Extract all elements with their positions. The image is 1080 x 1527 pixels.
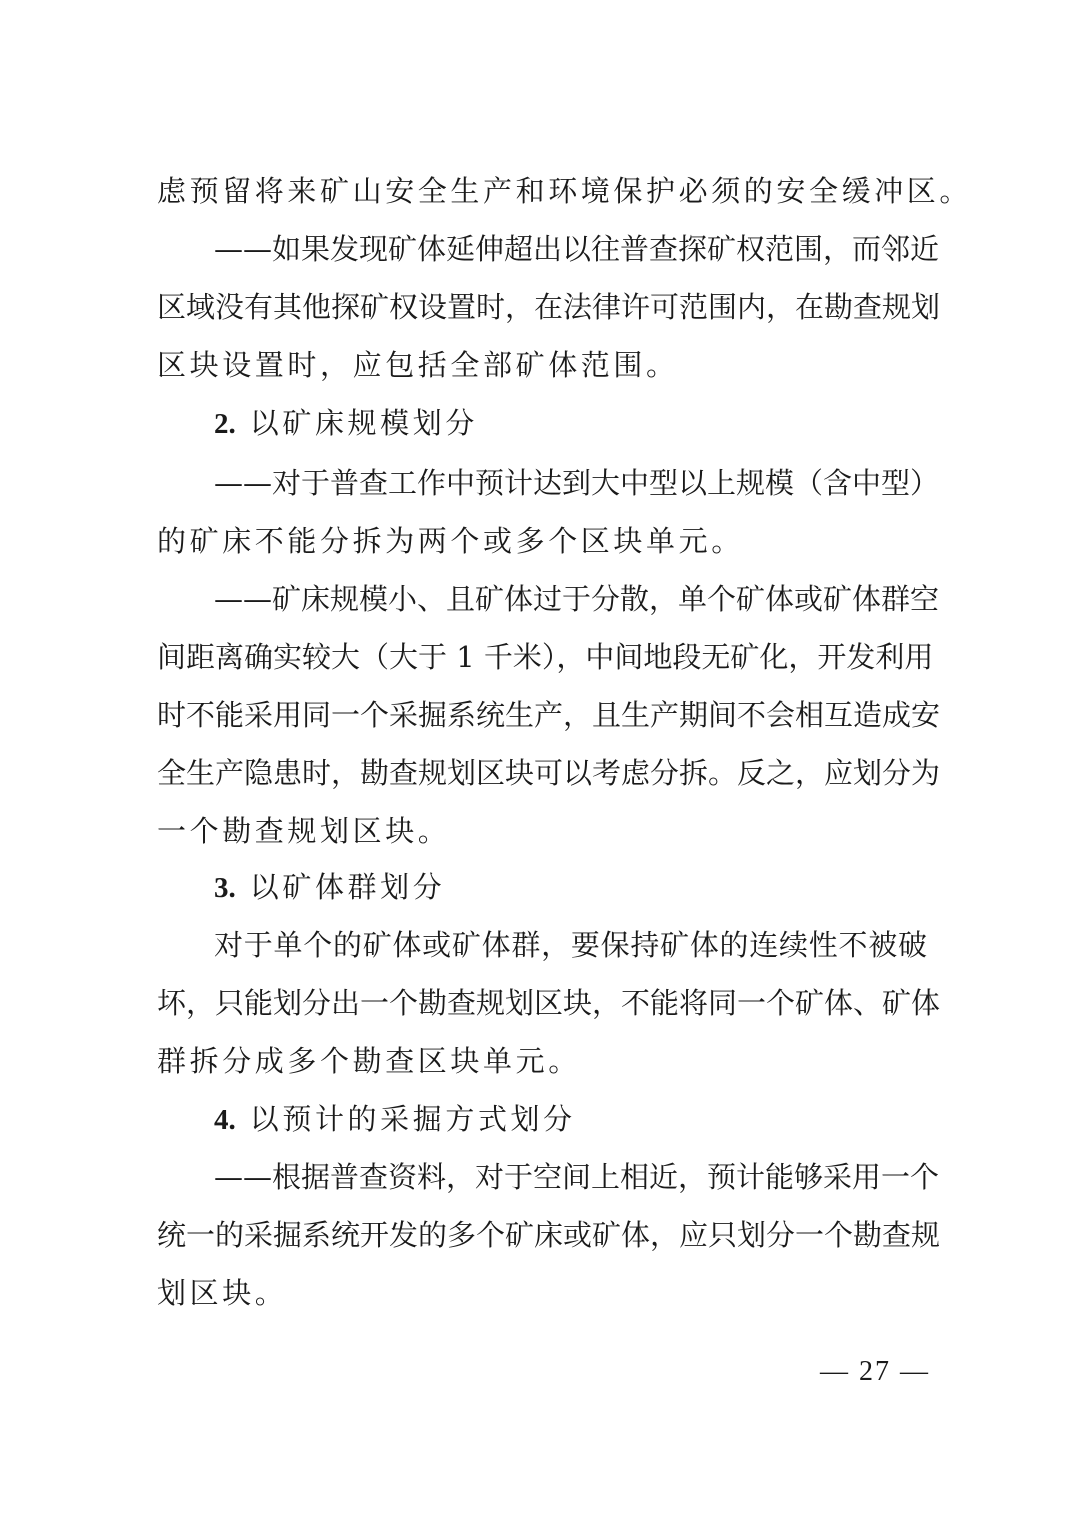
paragraph-line: 坏，只能划分出一个勘查规划区块，不能将同一个矿体、矿体 <box>157 986 941 1020</box>
paragraph-line: 统一的采掘系统开发的多个矿床或矿体，应只划分一个勘查规 <box>157 1218 941 1252</box>
paragraph-line: 对于单个的矿体或矿体群，要保持矿体的连续性不被破 <box>214 928 927 962</box>
paragraph-line: 区块设置时，应包括全部矿体范围。 <box>157 348 679 382</box>
section-heading-4 <box>214 1096 927 1142</box>
heading-number: 2. <box>214 408 236 440</box>
section-heading-2 <box>214 400 927 446</box>
paragraph-line: 全生产隐患时，勘查规划区块可以考虑分拆。反之，应划分为 <box>157 756 941 790</box>
heading-text: 以矿床规模划分 <box>249 406 478 440</box>
paragraph-line: 群拆分成多个勘查区块单元。 <box>157 1044 581 1078</box>
heading-number: 4. <box>214 1104 236 1136</box>
paragraph-line: ——矿床规模小、且矿体过于分散，单个矿体或矿体群空 <box>214 582 940 616</box>
paragraph-line: 区域没有其他探矿权设置时，在法律许可范围内，在勘查规划 <box>157 290 941 324</box>
heading-text: 以矿体群划分 <box>249 870 446 904</box>
paragraph-line: ——如果发现矿体延伸超出以往普查探矿权范围，而邻近 <box>214 232 940 266</box>
paragraph-line: 一个勘查规划区块。 <box>157 814 451 848</box>
heading-text: 以预计的采掘方式划分 <box>249 1102 576 1136</box>
paragraph-line: 划区块。 <box>157 1276 288 1310</box>
section-heading-3 <box>214 864 927 910</box>
paragraph-line: ——对于普查工作中预计达到大中型以上规模（含中型） <box>214 466 940 500</box>
paragraph-line: 时不能采用同一个采掘系统生产，且生产期间不会相互造成安 <box>157 698 941 732</box>
paragraph-line: 虑预留将来矿山安全生产和环境保护必须的安全缓冲区。 <box>157 174 973 208</box>
page-number: — 27 — <box>820 1356 930 1387</box>
paragraph-line: 的矿床不能分拆为两个或多个区块单元。 <box>157 524 744 558</box>
paragraph-line: ——根据普查资料，对于空间上相近，预计能够采用一个 <box>214 1160 940 1194</box>
paragraph-line: 间距离确实较大（大于 1 千米），中间地段无矿化，开发利用 <box>157 640 934 674</box>
heading-number: 3. <box>214 872 236 904</box>
